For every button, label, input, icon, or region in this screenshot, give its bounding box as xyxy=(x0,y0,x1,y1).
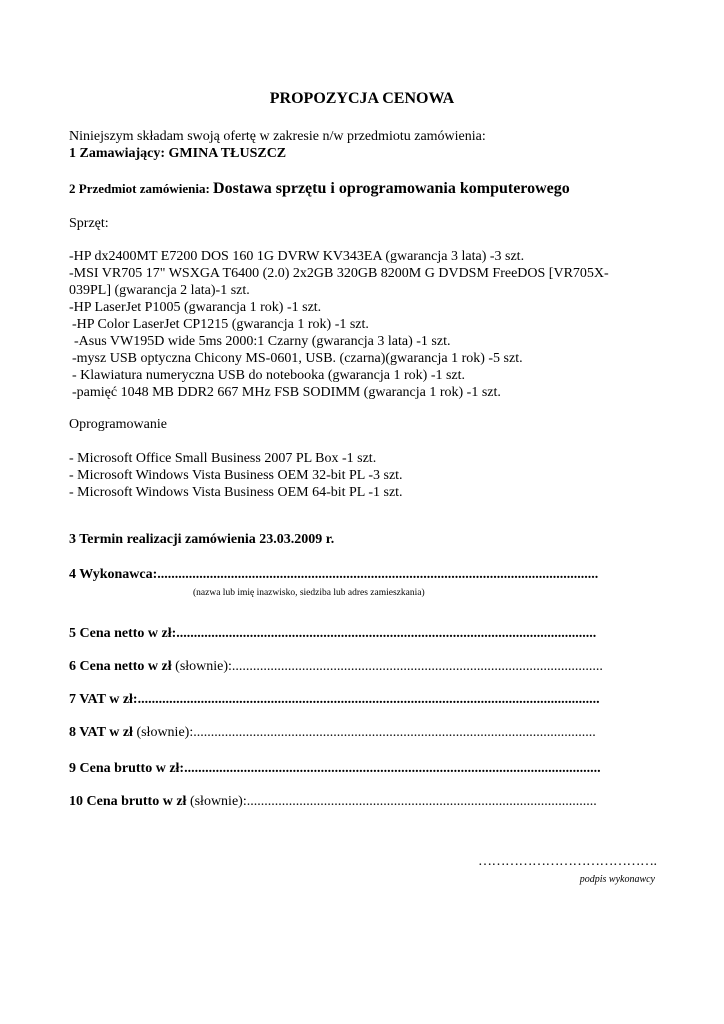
hardware-item: -HP Color LaserJet CP1215 (gwarancja 1 rok) -1 szt. xyxy=(72,317,369,332)
section-8-fill: (słownie):................................................................................................................... xyxy=(132,725,596,740)
signature-line: …………………………………. xyxy=(478,854,657,869)
hardware-item: -Asus VW195D wide 5ms 2000:1 Czarny (gwarancja 3 lata) -1 szt. xyxy=(74,334,451,349)
signature-label: podpis wykonawcy xyxy=(579,874,655,885)
section-6-net-price-words xyxy=(69,658,603,675)
software-heading: Oprogramowanie xyxy=(69,417,167,432)
section-4-contractor: 4 Wykonawca:.............................................................................................................................. xyxy=(69,567,599,582)
page-title: PROPOZYCJA CENOWA xyxy=(269,90,455,107)
section-9-gross-price: 9 Cena brutto w zł:....................................................................................................................... xyxy=(69,761,601,776)
hardware-item: -HP LaserJet P1005 (gwarancja 1 rok) -1 szt. xyxy=(69,300,322,315)
section-10-gross-price-words xyxy=(69,793,597,810)
section-4-note: (nazwa lub imię inazwisko, siedziba lub adres zamieszkania) xyxy=(193,588,425,598)
software-item: - Microsoft Windows Vista Business OEM 32-bit PL -3 szt. xyxy=(69,468,403,483)
section-1-ordering-party: 1 Zamawiający: GMINA TŁUSZCZ xyxy=(69,146,287,161)
hardware-item: -pamięć 1048 MB DDR2 667 MHz FSB SODIMM (gwarancja 1 rok) -1 szt. xyxy=(72,385,501,400)
section-2-subject xyxy=(69,180,570,198)
section-7-vat: 7 VAT w zł:.................................................................................................................................... xyxy=(69,692,600,707)
hardware-heading: Sprzęt: xyxy=(69,216,109,231)
section-2-label: 2 Przedmiot zamówienia: xyxy=(69,181,214,196)
section-6-label: 6 Cena netto w zł xyxy=(69,659,172,674)
software-item: - Microsoft Office Small Business 2007 PL Box -1 szt. xyxy=(69,451,377,466)
section-8-vat-words xyxy=(69,724,596,741)
section-10-label: 10 Cena brutto w zł xyxy=(69,794,187,809)
hardware-item: -HP dx2400MT E7200 DOS 160 1G DVRW KV343EA (gwarancja 3 lata) -3 szt. xyxy=(69,249,525,264)
section-2-value: Dostawa sprzętu i oprogramowania komputerowego xyxy=(213,180,570,197)
section-6-fill: (słownie):.......................................................................................................... xyxy=(171,659,603,674)
intro-text: Niniejszym składam swoją ofertę w zakresie n/w przedmiotu zamówienia: xyxy=(69,129,486,144)
section-5-net-price: 5 Cena netto w zł:........................................................................................................................ xyxy=(69,626,597,641)
hardware-item: -mysz USB optyczna Chicony MS-0601, USB. (czarna)(gwarancja 1 rok) -5 szt. xyxy=(72,351,523,366)
software-item: - Microsoft Windows Vista Business OEM 64-bit PL -1 szt. xyxy=(69,485,403,500)
hardware-item: 039PL] (gwarancja 2 lata)-1 szt. xyxy=(69,283,250,298)
section-8-label: 8 VAT w zł xyxy=(69,725,133,740)
hardware-item: -MSI VR705 17" WSXGA T6400 (2.0) 2x2GB 320GB 8200M G DVDSM FreeDOS [VR705X- xyxy=(69,266,609,281)
section-10-fill: (słownie):.................................................................................................... xyxy=(186,794,597,809)
section-3-deadline: 3 Termin realizacji zamówienia 23.03.2009 r. xyxy=(69,532,335,547)
hardware-item: - Klawiatura numeryczna USB do notebooka (gwarancja 1 rok) -1 szt. xyxy=(72,368,466,383)
